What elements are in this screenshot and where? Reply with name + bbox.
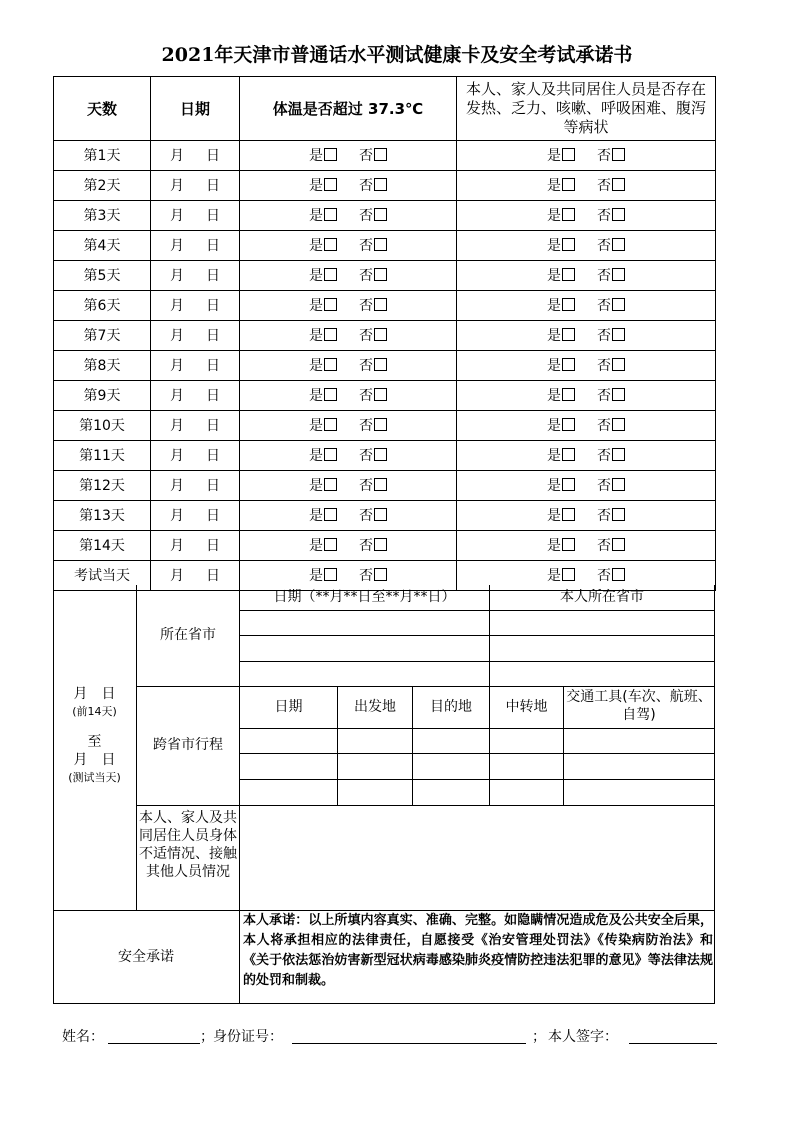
day-cell: 第4天 xyxy=(54,231,151,261)
day-cell: 第13天 xyxy=(54,501,151,531)
travel-date-range xyxy=(53,685,136,787)
month-text: 月 xyxy=(170,417,184,434)
no-text: 否 xyxy=(597,207,611,224)
yes-text: 是 xyxy=(309,387,323,404)
checkbox-icon[interactable] xyxy=(374,328,387,341)
no-text: 否 xyxy=(597,447,611,464)
symptom-cell xyxy=(457,141,716,171)
to-date: 月 日 xyxy=(73,752,116,768)
temperature-choice[interactable] xyxy=(309,147,387,165)
table-row xyxy=(54,261,716,291)
day-cell: 第5天 xyxy=(54,261,151,291)
yes-text: 是 xyxy=(309,147,323,164)
day-text: 日 xyxy=(206,267,220,284)
symptom-cell xyxy=(457,471,716,501)
yes-text: 是 xyxy=(547,177,561,194)
cross-col-destination: 目的地 xyxy=(430,699,472,715)
date-cell[interactable] xyxy=(151,501,240,531)
symptom-choice[interactable] xyxy=(547,207,625,225)
day-text: 日 xyxy=(206,387,220,404)
checkbox-icon[interactable] xyxy=(324,298,337,311)
checkbox-icon[interactable] xyxy=(374,418,387,431)
no-text: 否 xyxy=(359,387,373,404)
checkbox-icon[interactable] xyxy=(612,568,625,581)
temperature-choice[interactable] xyxy=(309,207,387,225)
temperature-cell xyxy=(240,501,457,531)
yes-text: 是 xyxy=(547,147,561,164)
date-cell[interactable] xyxy=(151,441,240,471)
date-cell[interactable] xyxy=(151,531,240,561)
checkbox-icon[interactable] xyxy=(562,238,575,251)
table-row xyxy=(54,381,716,411)
cross-col-departure: 出发地 xyxy=(354,699,396,715)
temperature-cell xyxy=(240,201,457,231)
symptom-cell xyxy=(457,531,716,561)
checkbox-icon[interactable] xyxy=(374,538,387,551)
checkbox-icon[interactable] xyxy=(324,208,337,221)
symptom-choice[interactable] xyxy=(547,567,625,585)
no-text: 否 xyxy=(597,357,611,374)
checkbox-icon[interactable] xyxy=(562,148,575,161)
header-symptoms: 本人、家人及共同居住人员是否存在发热、乏力、咳嗽、呼吸困难、腹泻等病状 xyxy=(457,77,716,141)
table-row xyxy=(54,291,716,321)
no-text: 否 xyxy=(359,207,373,224)
month-text: 月 xyxy=(170,237,184,254)
checkbox-icon[interactable] xyxy=(374,178,387,191)
table-row xyxy=(54,441,716,471)
date-cell[interactable] xyxy=(151,351,240,381)
separator-1: ； xyxy=(200,1029,214,1045)
temperature-cell xyxy=(240,471,457,501)
temperature-cell xyxy=(240,321,457,351)
symptom-choice[interactable] xyxy=(547,387,625,405)
checkbox-icon[interactable] xyxy=(324,568,337,581)
table-row xyxy=(54,411,716,441)
checkbox-icon[interactable] xyxy=(612,298,625,311)
temperature-cell xyxy=(240,291,457,321)
cross-province-label: 跨省市行程 xyxy=(153,737,223,753)
no-text: 否 xyxy=(597,477,611,494)
commitment-label: 安全承诺 xyxy=(118,949,174,965)
commitment-text: 本人承诺：以上所填内容真实、准确、完整。如隐瞒情况造成危及公共安全后果，本人将承担相应的法律责任，自愿接受《治安管理处罚法》《传染病防治法》和《关于依法惩治妨害新型冠状病毒感染肺炎疫情防控违法犯罪的意见》等法律法规的处罚和制裁。 xyxy=(243,913,713,988)
symptom-choice[interactable] xyxy=(547,507,625,525)
month-text: 月 xyxy=(170,387,184,404)
from-date: 月 日 xyxy=(73,686,116,702)
id-blank[interactable] xyxy=(292,1043,526,1044)
temperature-choice[interactable] xyxy=(309,447,387,465)
yes-text: 是 xyxy=(309,207,323,224)
no-text: 否 xyxy=(359,267,373,284)
table-row xyxy=(54,141,716,171)
temperature-choice[interactable] xyxy=(309,357,387,375)
yes-text: 是 xyxy=(309,507,323,524)
checkbox-icon[interactable] xyxy=(324,238,337,251)
checkbox-icon[interactable] xyxy=(374,478,387,491)
checkbox-icon[interactable] xyxy=(612,508,625,521)
yes-text: 是 xyxy=(309,237,323,254)
temperature-cell xyxy=(240,231,457,261)
day-text: 日 xyxy=(206,297,220,314)
day-cell: 第11天 xyxy=(54,441,151,471)
day-text: 日 xyxy=(206,477,220,494)
day-cell: 第8天 xyxy=(54,351,151,381)
month-text: 月 xyxy=(170,267,184,284)
date-cell[interactable] xyxy=(151,381,240,411)
symptom-cell xyxy=(457,411,716,441)
temperature-choice[interactable] xyxy=(309,477,387,495)
separator-2: ； xyxy=(532,1029,546,1045)
date-cell[interactable] xyxy=(151,201,240,231)
no-text: 否 xyxy=(597,267,611,284)
yes-text: 是 xyxy=(309,177,323,194)
day-text: 日 xyxy=(206,357,220,374)
day-text: 日 xyxy=(206,507,220,524)
date-cell[interactable] xyxy=(151,291,240,321)
checkbox-icon[interactable] xyxy=(374,268,387,281)
no-text: 否 xyxy=(597,507,611,524)
no-text: 否 xyxy=(597,537,611,554)
table-row xyxy=(54,501,716,531)
checkbox-icon[interactable] xyxy=(562,358,575,371)
date-cell[interactable] xyxy=(151,411,240,441)
checkbox-icon[interactable] xyxy=(562,478,575,491)
checkbox-icon[interactable] xyxy=(324,268,337,281)
checkbox-icon[interactable] xyxy=(562,268,575,281)
checkbox-icon[interactable] xyxy=(374,208,387,221)
checkbox-icon[interactable] xyxy=(562,298,575,311)
month-text: 月 xyxy=(170,447,184,464)
header-date: 日期 xyxy=(151,77,240,141)
no-text: 否 xyxy=(597,297,611,314)
temperature-choice[interactable] xyxy=(309,327,387,345)
table-row xyxy=(54,171,716,201)
yes-text: 是 xyxy=(309,357,323,374)
province-col-place: 本人所在省市 xyxy=(560,589,644,605)
symptom-cell xyxy=(457,171,716,201)
temperature-cell xyxy=(240,381,457,411)
symptom-choice[interactable] xyxy=(547,357,625,375)
checkbox-icon[interactable] xyxy=(324,358,337,371)
checkbox-icon[interactable] xyxy=(562,418,575,431)
day-text: 日 xyxy=(206,417,220,434)
name-blank[interactable] xyxy=(108,1043,200,1044)
no-text: 否 xyxy=(597,417,611,434)
yes-text: 是 xyxy=(547,327,561,344)
id-label: 身份证号： xyxy=(213,1029,283,1045)
symptom-choice[interactable] xyxy=(547,267,625,285)
yes-text: 是 xyxy=(547,537,561,554)
checkbox-icon[interactable] xyxy=(324,418,337,431)
symptom-cell xyxy=(457,441,716,471)
day-cell: 第3天 xyxy=(54,201,151,231)
unwell-label: 本人、家人及共同居住人员身体不适情况、接触其他人员情况 xyxy=(139,810,237,880)
day-text: 日 xyxy=(206,567,220,584)
no-text: 否 xyxy=(359,477,373,494)
yes-text: 是 xyxy=(547,267,561,284)
month-text: 月 xyxy=(170,507,184,524)
checkbox-icon[interactable] xyxy=(612,178,625,191)
checkbox-icon[interactable] xyxy=(562,388,575,401)
checkbox-icon[interactable] xyxy=(374,358,387,371)
day-cell: 第14天 xyxy=(54,531,151,561)
symptom-cell xyxy=(457,351,716,381)
checkbox-icon[interactable] xyxy=(562,448,575,461)
symptom-cell xyxy=(457,231,716,261)
month-text: 月 xyxy=(170,477,184,494)
sign-label: 本人签字： xyxy=(548,1029,618,1045)
to-note: (测试当天) xyxy=(68,771,121,784)
day-text: 日 xyxy=(206,447,220,464)
checkbox-icon[interactable] xyxy=(612,448,625,461)
yes-text: 是 xyxy=(309,477,323,494)
symptom-cell xyxy=(457,261,716,291)
yes-text: 是 xyxy=(547,297,561,314)
month-text: 月 xyxy=(170,207,184,224)
no-text: 否 xyxy=(597,567,611,584)
checkbox-icon[interactable] xyxy=(612,388,625,401)
temperature-choice[interactable] xyxy=(309,567,387,585)
name-label: 姓名： xyxy=(62,1029,104,1045)
date-cell[interactable] xyxy=(151,141,240,171)
day-text: 日 xyxy=(206,537,220,554)
day-cell: 考试当天 xyxy=(54,561,151,591)
date-cell[interactable] xyxy=(151,231,240,261)
month-text: 月 xyxy=(170,177,184,194)
temperature-cell xyxy=(240,411,457,441)
province-col-date: 日期（**月**日至**月**日） xyxy=(273,589,456,605)
temperature-cell xyxy=(240,531,457,561)
symptom-choice[interactable] xyxy=(547,237,625,255)
no-text: 否 xyxy=(359,237,373,254)
no-text: 否 xyxy=(597,327,611,344)
temperature-choice[interactable] xyxy=(309,537,387,555)
table-row xyxy=(54,471,716,501)
no-text: 否 xyxy=(359,507,373,524)
table-row xyxy=(54,531,716,561)
yes-text: 是 xyxy=(547,357,561,374)
temperature-choice[interactable] xyxy=(309,507,387,525)
yes-text: 是 xyxy=(547,447,561,464)
symptom-choice[interactable] xyxy=(547,447,625,465)
no-text: 否 xyxy=(359,537,373,554)
date-cell[interactable] xyxy=(151,171,240,201)
checkbox-icon[interactable] xyxy=(612,148,625,161)
checkbox-icon[interactable] xyxy=(324,388,337,401)
symptom-choice[interactable] xyxy=(547,327,625,345)
checkbox-icon[interactable] xyxy=(612,208,625,221)
checkbox-icon[interactable] xyxy=(374,148,387,161)
yes-text: 是 xyxy=(309,327,323,344)
checkbox-icon[interactable] xyxy=(612,238,625,251)
date-cell[interactable] xyxy=(151,321,240,351)
day-cell: 第10天 xyxy=(54,411,151,441)
cross-col-date: 日期 xyxy=(274,699,303,715)
no-text: 否 xyxy=(597,177,611,194)
day-text: 日 xyxy=(206,147,220,164)
temperature-choice[interactable] xyxy=(309,417,387,435)
day-cell: 第1天 xyxy=(54,141,151,171)
date-cell[interactable] xyxy=(151,261,240,291)
checkbox-icon[interactable] xyxy=(374,448,387,461)
day-cell: 第12天 xyxy=(54,471,151,501)
yes-text: 是 xyxy=(547,387,561,404)
checkbox-icon[interactable] xyxy=(324,508,337,521)
day-text: 日 xyxy=(206,207,220,224)
checkbox-icon[interactable] xyxy=(374,388,387,401)
cross-col-transport: 交通工具(车次、航班、自驾) xyxy=(566,689,712,723)
no-text: 否 xyxy=(359,417,373,434)
symptom-choice[interactable] xyxy=(547,537,625,555)
symptom-cell xyxy=(457,291,716,321)
symptom-choice[interactable] xyxy=(547,297,625,315)
month-text: 月 xyxy=(170,357,184,374)
table-row xyxy=(54,201,716,231)
yes-text: 是 xyxy=(309,537,323,554)
header-day: 天数 xyxy=(54,77,151,141)
checkbox-icon[interactable] xyxy=(562,208,575,221)
table-row xyxy=(54,351,716,381)
temperature-cell xyxy=(240,441,457,471)
province-label: 所在省市 xyxy=(160,627,216,643)
travel-section xyxy=(53,585,715,1004)
day-cell: 第2天 xyxy=(54,171,151,201)
symptom-cell xyxy=(457,201,716,231)
temperature-cell xyxy=(240,351,457,381)
month-text: 月 xyxy=(170,297,184,314)
date-cell[interactable] xyxy=(151,471,240,501)
month-text: 月 xyxy=(170,537,184,554)
yes-text: 是 xyxy=(309,297,323,314)
no-text: 否 xyxy=(597,237,611,254)
no-text: 否 xyxy=(359,327,373,344)
no-text: 否 xyxy=(359,357,373,374)
checkbox-icon[interactable] xyxy=(612,538,625,551)
temperature-choice[interactable] xyxy=(309,237,387,255)
symptom-cell xyxy=(457,501,716,531)
day-cell: 第9天 xyxy=(54,381,151,411)
table-row xyxy=(54,231,716,261)
checkbox-icon[interactable] xyxy=(374,238,387,251)
temperature-choice[interactable] xyxy=(309,177,387,195)
temperature-choice[interactable] xyxy=(309,387,387,405)
no-text: 否 xyxy=(597,147,611,164)
yes-text: 是 xyxy=(309,267,323,284)
temperature-cell xyxy=(240,141,457,171)
yes-text: 是 xyxy=(547,417,561,434)
yes-text: 是 xyxy=(547,237,561,254)
temperature-cell xyxy=(240,171,457,201)
temperature-cell xyxy=(240,261,457,291)
symptom-choice[interactable] xyxy=(547,477,625,495)
checkbox-icon[interactable] xyxy=(562,328,575,341)
checkbox-icon[interactable] xyxy=(374,568,387,581)
health-table xyxy=(53,76,716,591)
yes-text: 是 xyxy=(547,567,561,584)
no-text: 否 xyxy=(359,147,373,164)
header-temperature: 体温是否超过 37.3℃ xyxy=(240,77,457,141)
table-row xyxy=(54,321,716,351)
symptom-cell xyxy=(457,381,716,411)
checkbox-icon[interactable] xyxy=(612,358,625,371)
day-cell: 第7天 xyxy=(54,321,151,351)
temperature-choice[interactable] xyxy=(309,297,387,315)
symptom-choice[interactable] xyxy=(547,417,625,435)
checkbox-icon[interactable] xyxy=(562,178,575,191)
symptom-choice[interactable] xyxy=(547,177,625,195)
yes-text: 是 xyxy=(309,447,323,464)
no-text: 否 xyxy=(597,387,611,404)
signature-line xyxy=(62,1026,722,1046)
checkbox-icon[interactable] xyxy=(324,538,337,551)
symptom-cell xyxy=(457,321,716,351)
checkbox-icon[interactable] xyxy=(324,328,337,341)
header-row xyxy=(54,77,716,141)
yes-text: 是 xyxy=(309,417,323,434)
checkbox-icon[interactable] xyxy=(562,538,575,551)
day-cell: 第6天 xyxy=(54,291,151,321)
checkbox-icon[interactable] xyxy=(612,478,625,491)
no-text: 否 xyxy=(359,567,373,584)
yes-text: 是 xyxy=(547,207,561,224)
checkbox-icon[interactable] xyxy=(612,268,625,281)
yes-text: 是 xyxy=(547,477,561,494)
checkbox-icon[interactable] xyxy=(562,568,575,581)
checkbox-icon[interactable] xyxy=(324,148,337,161)
to-word: 至 xyxy=(87,734,102,750)
month-text: 月 xyxy=(170,567,184,584)
checkbox-icon[interactable] xyxy=(324,478,337,491)
form-title: 2021年天津市普通话水平测试健康卡及安全考试承诺书 xyxy=(161,44,633,66)
sign-blank[interactable] xyxy=(629,1043,717,1044)
checkbox-icon[interactable] xyxy=(612,418,625,431)
checkbox-icon[interactable] xyxy=(324,448,337,461)
yes-text: 是 xyxy=(547,507,561,524)
no-text: 否 xyxy=(359,177,373,194)
day-text: 日 xyxy=(206,177,220,194)
checkbox-icon[interactable] xyxy=(612,328,625,341)
month-text: 月 xyxy=(170,147,184,164)
from-note: (前14天) xyxy=(72,705,117,718)
checkbox-icon[interactable] xyxy=(324,178,337,191)
temperature-choice[interactable] xyxy=(309,267,387,285)
checkbox-icon[interactable] xyxy=(374,508,387,521)
checkbox-icon[interactable] xyxy=(374,298,387,311)
no-text: 否 xyxy=(359,447,373,464)
checkbox-icon[interactable] xyxy=(562,508,575,521)
month-text: 月 xyxy=(170,327,184,344)
cross-col-transfer: 中转地 xyxy=(505,699,548,715)
day-text: 日 xyxy=(206,327,220,344)
symptom-choice[interactable] xyxy=(547,147,625,165)
day-text: 日 xyxy=(206,237,220,254)
no-text: 否 xyxy=(359,297,373,314)
yes-text: 是 xyxy=(309,567,323,584)
